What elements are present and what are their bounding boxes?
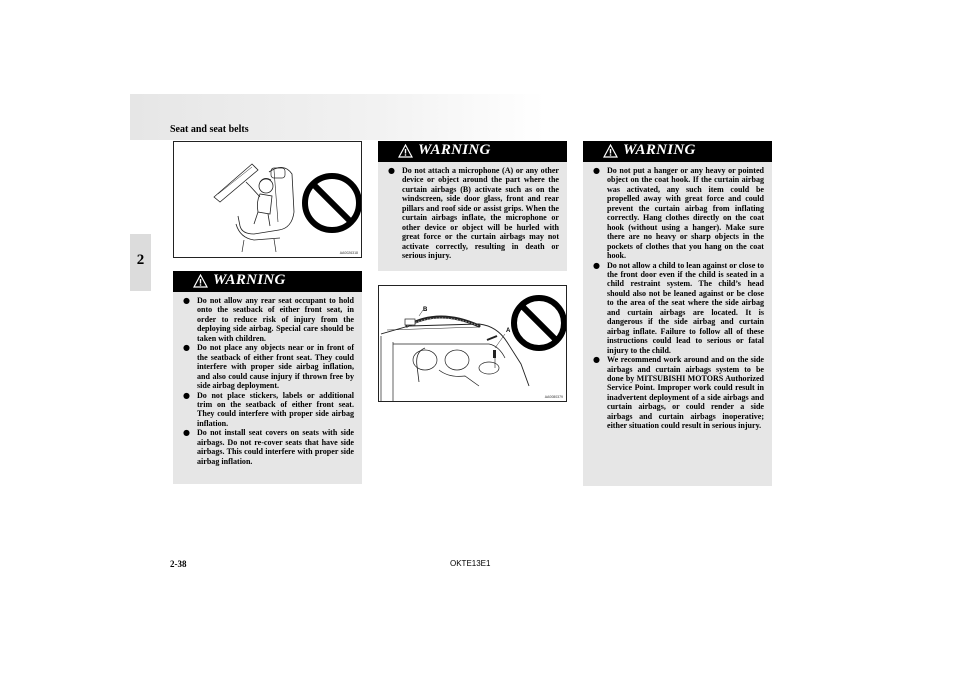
warning-item: [183, 296, 354, 343]
warning-body: [583, 162, 772, 436]
bullet-icon: ●: [593, 260, 600, 270]
warning-item: [388, 166, 559, 261]
warning-box-seatback: [173, 271, 362, 484]
bullet-icon: ●: [593, 355, 600, 365]
warning-body: [173, 292, 362, 471]
warning-title: WARNING: [623, 142, 696, 158]
warning-triangle-icon: [603, 144, 618, 158]
bullet-icon: ●: [183, 343, 190, 353]
warning-item: [593, 355, 764, 431]
warning-triangle-icon: [398, 144, 413, 158]
curtain-airbag-illustration: [379, 286, 567, 402]
label-b: B: [423, 307, 428, 313]
bullet-icon: ●: [593, 166, 600, 175]
warning-title: WARNING: [418, 142, 491, 158]
warning-box-coat-hook: [583, 141, 772, 486]
warning-triangle-icon: [193, 274, 208, 288]
figure-child-seat-prohibition: [173, 141, 362, 258]
warning-header: [173, 271, 362, 292]
warning-item: [183, 343, 354, 390]
warning-item: [183, 391, 354, 429]
figure-code: AA0026318: [339, 251, 358, 255]
warning-box-microphone: [378, 141, 567, 271]
warning-item: [593, 166, 764, 261]
warning-text: Do not install seat covers on seats with side airbags. Do not re-cover seats that have side airbags. This could interfere with proper side airbag inflation.: [197, 428, 354, 466]
child-seat-illustration: [174, 142, 362, 258]
bullet-icon: ●: [388, 166, 395, 175]
warning-text: Do not place stickers, labels or additional trim on the seatback of either front seat. They could interfere with proper side airbag inflation.: [197, 390, 354, 428]
section-title: Seat and seat belts: [170, 124, 249, 135]
warning-text: Do not allow a child to lean against or close to the front door even if the child is seated in a child restraint system. The child’s head should also not be leaned against or be close to the area of the seat where the side airbag and curtain airbags are located. It is dangerous if the side airbag and curtain airbag inflate. Failure to follow all of these instructions could lead to serious or fatal injury to the child.: [607, 260, 764, 355]
figure-curtain-airbag-prohibition: [378, 285, 567, 402]
warning-text: Do not attach a microphone (A) or any other device or object around the part where the curtain airbags (B) activate such as on the windscreen, side door glass, front and rear pillars and roof side or assist grips. When the curtain airbags inflate, the microphone or other device or object will be hurled with great force or the curtain airbags may not activate correctly, resulting in death or serious injury.: [402, 166, 559, 261]
bullet-icon: ●: [183, 428, 190, 438]
warning-text: We recommend work around and on the side airbags and curtain airbags system to be done by MITSUBISHI MOTORS Authorized Service Point. Improper work could result in inadvertent deployment of a side airbags and curtain airbags, or could render a side airbags and curtain airbags inoperative; either situation could result in serious injury.: [607, 355, 764, 431]
label-a: A: [506, 328, 511, 334]
chapter-tab: [130, 234, 151, 291]
warning-header: [378, 141, 567, 162]
warning-text: Do not place any objects near or in front of the seatback of either front seat. They could interfere with proper side airbag inflation, and also could cause injury if thrown free by side airbag deployment.: [197, 343, 354, 391]
document-code: OKTE13E1: [450, 559, 491, 568]
bullet-icon: ●: [183, 390, 190, 400]
warning-item: [183, 428, 354, 466]
warning-title: WARNING: [213, 272, 286, 288]
warning-body: [378, 162, 567, 266]
bullet-icon: ●: [183, 296, 190, 305]
warning-item: [593, 261, 764, 356]
warning-header: [583, 141, 772, 162]
chapter-number: 2: [136, 252, 145, 268]
warning-text: Do not put a hanger or any heavy or pointed object on the coat hook. If the curtain airbag was activated, any such item could be propelled away with great force and could prevent the curtain airbag from inflating correctly. Hang clothes directly on the coat hook (without using a hanger). Make sure there are no heavy or sharp objects in the pockets of clothes that you hang on the coat hook.: [607, 166, 764, 261]
warning-text: Do not allow any rear seat occupant to hold onto the seatback of either front seat, in order to reduce risk of injury from the deploying side airbag. Special care should be taken with children.: [197, 296, 354, 343]
figure-code: AA0080379: [544, 395, 563, 399]
page-number: 2-38: [170, 559, 187, 569]
